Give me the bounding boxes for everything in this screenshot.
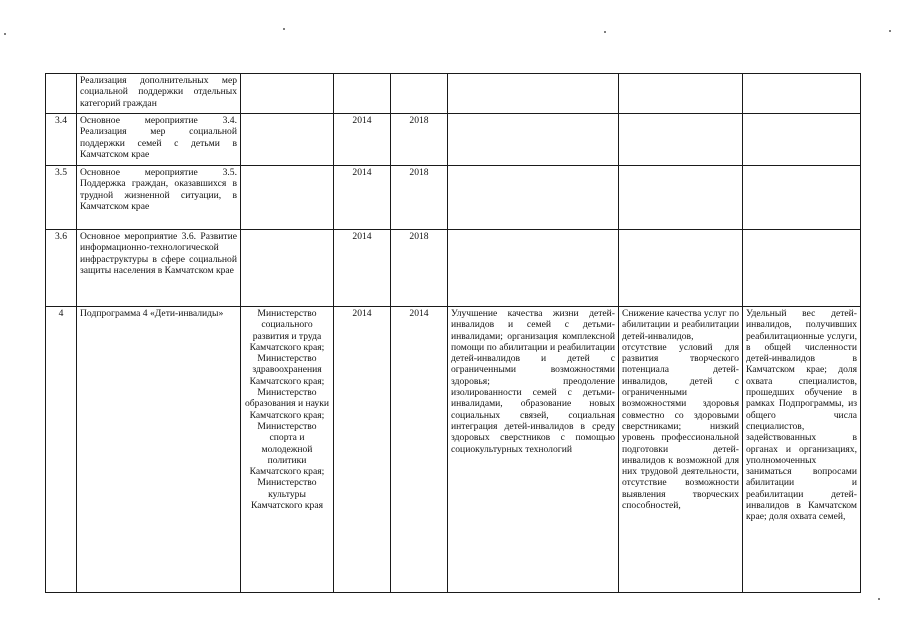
executor: Министерство социального развития и труда Камчатского края; Министерство здравоохранения Камчатского края; Министерство образования и науки Камчатского края; Министерство спорта и молодежной политики Камчатского края; Министерство культуры Камчатского края	[241, 307, 334, 593]
non-implementation-consequences: Снижение качества услуг по абилитации и реабилитации детей-инвалидов, отсутствие условий для развития творческого потенциала детей-инвалидов, детей с ограниченными возможностями здоровья совместно со здоровыми сверстниками; низкий уровень профессиональной подготовки детей-инвалидов к возможной для них трудовой деятельности, отсутствие возможности выявления творческих способностей,	[619, 307, 743, 593]
expected-result	[448, 166, 619, 230]
executor	[241, 74, 334, 114]
row-number: 3.6	[46, 230, 77, 307]
end-year: 2018	[391, 114, 448, 166]
start-year: 2014	[334, 166, 391, 230]
end-year: 2018	[391, 230, 448, 307]
table-row	[46, 166, 861, 230]
row-number: 3.5	[46, 166, 77, 230]
start-year: 2014	[334, 114, 391, 166]
scan-speck	[4, 33, 6, 35]
linked-indicators	[743, 114, 861, 166]
table-row	[46, 230, 861, 307]
end-year	[391, 74, 448, 114]
scan-speck	[889, 30, 891, 32]
non-implementation-consequences	[619, 114, 743, 166]
measure-name: Основное мероприятие 3.6. Развитие информационно-технологической инфраструктуры в сфере социальной защиты населения в Камчатском крае	[77, 230, 241, 307]
row-number	[46, 74, 77, 114]
row-number: 3.4	[46, 114, 77, 166]
start-year: 2014	[334, 307, 391, 593]
program-measures-table	[45, 73, 861, 593]
measure-name: Подпрограмма 4 «Дети-инвалиды»	[77, 307, 241, 593]
end-year: 2018	[391, 166, 448, 230]
linked-indicators	[743, 74, 861, 114]
executor	[241, 166, 334, 230]
table-container	[45, 73, 860, 593]
expected-result	[448, 74, 619, 114]
measure-name: Основное мероприятие 3.4. Реализация мер социальной поддержки семей с детьми в Камчатском крае	[77, 114, 241, 166]
linked-indicators	[743, 230, 861, 307]
non-implementation-consequences	[619, 230, 743, 307]
expected-result: Улучшение качества жизни детей-инвалидов и семей с детьми-инвалидами; организация комплексной помощи по абилитации и реабилитации детей-инвалидов и детей с ограниченными возможностями здоровья; преодоление изолированности семей с детьми-инвалидами, образование новых социальных связей, социальная интеграция детей-инвалидов в среду здоровых сверстников с помощью социокультурных технологий	[448, 307, 619, 593]
start-year: 2014	[334, 230, 391, 307]
table-row	[46, 307, 861, 593]
non-implementation-consequences	[619, 166, 743, 230]
table-row	[46, 74, 861, 114]
executor	[241, 114, 334, 166]
scan-speck	[878, 598, 880, 600]
linked-indicators	[743, 166, 861, 230]
start-year	[334, 74, 391, 114]
scan-speck	[283, 28, 285, 30]
expected-result	[448, 230, 619, 307]
measure-name: Основное мероприятие 3.5. Поддержка граждан, оказавшихся в трудной жизненной ситуации, в Камчатском крае	[77, 166, 241, 230]
executor	[241, 230, 334, 307]
non-implementation-consequences	[619, 74, 743, 114]
table-row	[46, 114, 861, 166]
scan-speck	[604, 31, 606, 33]
linked-indicators: Удельный вес детей-инвалидов, получивших реабилитационные услуги, в общей численности детей-инвалидов в Камчатском крае; доля охвата специалистов, прошедших обучение в рамках Подпрограммы, из общего числа специалистов, задействованных в органах и организациях, уполномоченных заниматься вопросами абилитации и реабилитации детей-инвалидов в Камчатском крае; доля охвата семей,	[743, 307, 861, 593]
expected-result	[448, 114, 619, 166]
row-number: 4	[46, 307, 77, 593]
end-year: 2014	[391, 307, 448, 593]
measure-name: Реализация дополнительных мер социальной поддержки отдельных категорий граждан	[77, 74, 241, 114]
